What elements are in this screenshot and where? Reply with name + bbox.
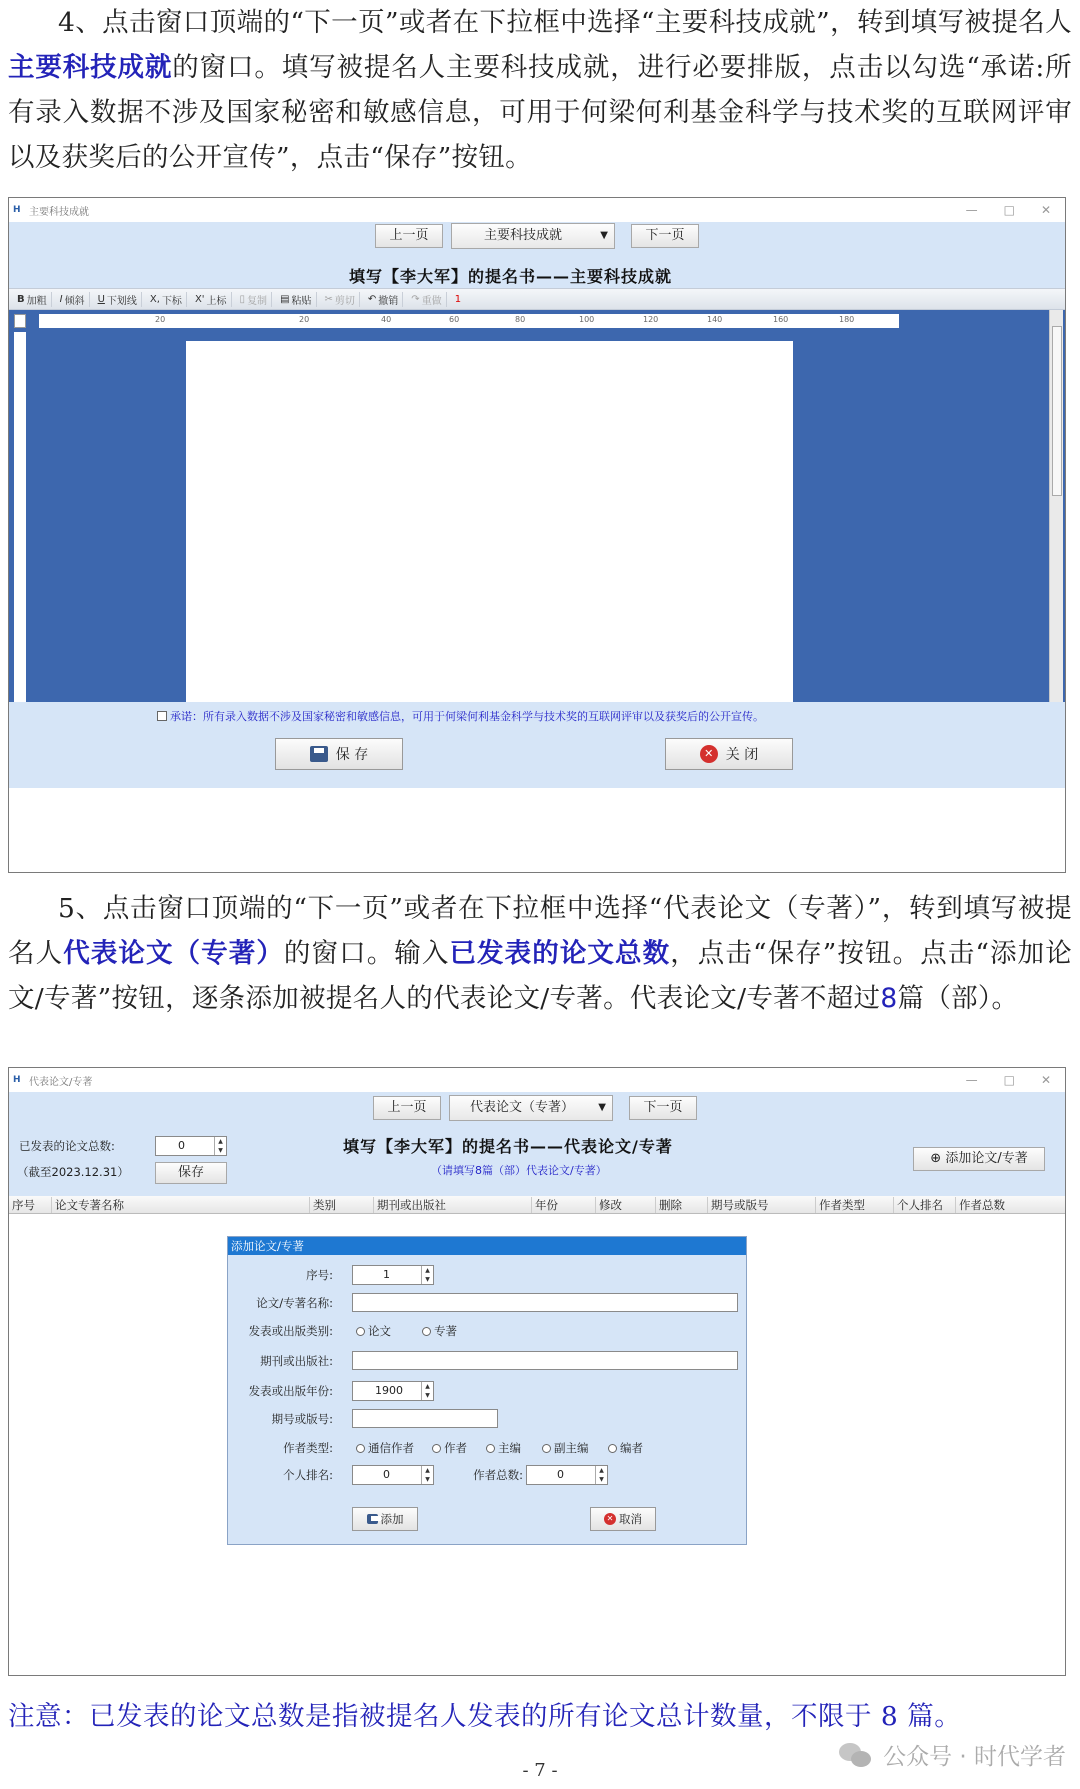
paragraph-step-4 — [8, 0, 1072, 180]
radio-label: 编者 — [620, 1441, 643, 1455]
cut-label: 剪切 — [334, 295, 355, 307]
rank-value: 0 — [383, 1468, 390, 1481]
add-paper-button[interactable] — [913, 1147, 1045, 1171]
subscript-button[interactable] — [150, 292, 187, 307]
radio-icon[interactable] — [542, 1444, 551, 1453]
para1-highlight: 主要科技成就 — [8, 52, 173, 83]
superscript-button[interactable] — [195, 292, 232, 307]
promise-text: 承诺：所有录入数据不涉及国家秘密和敏感信息，可用于何梁何利基金科学与技术奖的互联网评审以及获奖后的公开宣传。 — [170, 710, 764, 723]
col-author-count[interactable]: 作者总数 — [955, 1197, 1005, 1213]
cut-button[interactable] — [325, 292, 360, 307]
para1-text-2: 的窗口。填写被提名人主要科技成就，进行必要排版，点击以勾选“承诺:所有录入数据不涉及国家秘密和敏感信息，可用于何梁何利基金科学与技术奖的互联网评审以及获奖后的公开宣传”，点击“保存”按钮。 — [8, 52, 1072, 173]
spinner-arrows-icon[interactable]: ▲ ▼ — [421, 1266, 433, 1284]
add-paper-label: 添加论文/专著 — [945, 1151, 1028, 1166]
author-type-compiler[interactable] — [608, 1440, 643, 1456]
horizontal-ruler — [39, 314, 899, 328]
papers-table-header — [9, 1196, 1065, 1214]
close-icon[interactable]: ✕ — [1040, 203, 1051, 217]
type-label: 发表或出版类别: — [248, 1324, 333, 1338]
minimize-icon[interactable]: — — [965, 203, 978, 217]
journal-input[interactable] — [352, 1351, 738, 1370]
redo-icon: ↷ — [411, 293, 420, 305]
save-total-button[interactable]: 保存 — [155, 1162, 227, 1184]
radio-label: 作者 — [444, 1441, 467, 1455]
para2-number: 8 — [880, 983, 898, 1014]
dialog-cancel-button[interactable] — [590, 1507, 656, 1531]
col-author-type[interactable]: 作者类型 — [815, 1197, 865, 1213]
window-heading: 填写【李大军】的提名书——代表论文/专著 — [343, 1137, 673, 1156]
ruler-corner — [14, 314, 26, 328]
radio-icon[interactable] — [486, 1444, 495, 1453]
dialog-title: 添加论文/专著 — [228, 1237, 746, 1255]
save-button[interactable] — [275, 738, 403, 770]
window-representative-papers — [8, 1067, 1066, 1676]
redo-label: 重做 — [421, 295, 442, 307]
next-page-button[interactable]: 下一页 — [631, 224, 699, 248]
chevron-down-icon: ▼ — [600, 230, 608, 241]
author-type-deputy-editor[interactable] — [542, 1440, 589, 1456]
spinner-arrows-icon[interactable]: ▲ ▼ — [214, 1137, 226, 1155]
col-year[interactable]: 年份 — [531, 1197, 558, 1213]
next-page-button[interactable]: 下一页 — [629, 1096, 697, 1120]
para2-highlight-1: 代表论文（专著） — [63, 938, 284, 969]
heading-bar — [9, 264, 1065, 288]
promise-checkbox[interactable] — [157, 708, 764, 724]
undo-icon: ↶ — [367, 293, 377, 305]
cancel-icon: ✕ — [604, 1513, 616, 1525]
maximize-icon[interactable]: □ — [1003, 1073, 1015, 1087]
subscript-label: 下标 — [161, 295, 182, 307]
ruler-mark: 140 — [707, 315, 723, 324]
issue-input[interactable] — [352, 1409, 498, 1428]
ruler-mark: 20 — [155, 315, 166, 324]
para2-text-2: 的窗口。输入 — [283, 938, 450, 969]
editor-scrollbar[interactable] — [1049, 310, 1063, 702]
col-issue[interactable]: 期号或版号 — [707, 1197, 769, 1213]
vertical-ruler — [14, 332, 26, 702]
col-type[interactable]: 类别 — [309, 1197, 336, 1213]
window-title: 代表论文/专著 — [29, 1076, 93, 1088]
watermark-text: 公众号 · 时代学者 — [883, 1744, 1066, 1770]
para2-text-4: 篇（部）。 — [897, 983, 1019, 1014]
copy-button[interactable] — [240, 292, 273, 307]
editor-page[interactable] — [186, 341, 793, 702]
radio-label: 主编 — [498, 1441, 521, 1455]
year-value: 1900 — [375, 1384, 403, 1397]
radio-label: 专著 — [434, 1324, 457, 1338]
rank-label: 个人排名: — [283, 1468, 333, 1482]
spinner-arrows-icon[interactable]: ▲ ▼ — [421, 1382, 433, 1400]
rich-text-editor — [9, 310, 1065, 702]
ruler-mark: 80 — [515, 315, 526, 324]
total-papers-label: 已发表的论文总数: — [19, 1139, 115, 1153]
dialog-cancel-label: 取消 — [619, 1512, 642, 1526]
title-input[interactable] — [352, 1293, 738, 1312]
checkbox-icon[interactable] — [157, 711, 167, 721]
underline-button[interactable] — [98, 292, 142, 307]
author-type-corresponding[interactable] — [356, 1440, 414, 1456]
chevron-down-icon: ▼ — [598, 1102, 606, 1113]
copy-icon: ▯ — [239, 293, 246, 305]
section-select[interactable] — [449, 1095, 613, 1121]
para2-text-3: ，点击“保存”按钮。点击“添加论文/专著”按钮，逐条添加被提名人的代表论文/专著。代表论文/专著不超过 — [8, 938, 1072, 1014]
radio-icon[interactable] — [432, 1444, 441, 1453]
scrollbar-thumb[interactable] — [1052, 326, 1062, 496]
nav-bar — [9, 222, 1065, 264]
page-number: - 7 - — [522, 1760, 558, 1781]
author-count-value: 0 — [557, 1468, 564, 1481]
save-icon — [310, 746, 328, 762]
ruler-mark: 120 — [643, 315, 659, 324]
add-paper-dialog — [227, 1236, 747, 1545]
window-heading: 填写【李大军】的提名书——主要科技成就 — [349, 267, 673, 286]
paste-button[interactable] — [280, 292, 316, 307]
maximize-icon[interactable]: □ — [1003, 203, 1015, 217]
year-label: 发表或出版年份: — [248, 1384, 333, 1398]
close-label: 关 闭 — [725, 747, 759, 763]
spinner-arrows-icon[interactable]: ▲ ▼ — [595, 1466, 607, 1484]
subscript-icon: X, — [149, 293, 160, 305]
char-count-value: 1 — [454, 293, 462, 305]
nav-bar — [9, 1092, 1065, 1126]
ruler-mark: 160 — [773, 315, 789, 324]
add-circle-icon: ⊕ — [930, 1151, 942, 1166]
para2-text-1: 5、点击窗口顶端的“下一页”或者在下拉框中选择“代表论文（专著）”，转到填写被提名人 — [8, 893, 1072, 969]
papers-table-body — [9, 1214, 1065, 1676]
italic-label: 倾斜 — [64, 295, 85, 307]
window-main-achievements — [8, 197, 1066, 873]
ruler-mark: 60 — [449, 315, 460, 324]
window-titlebar — [9, 198, 1065, 222]
radio-label: 通信作者 — [368, 1441, 414, 1455]
title-label: 论文/专著名称: — [256, 1296, 333, 1310]
superscript-label: 上标 — [206, 295, 227, 307]
radio-icon[interactable] — [356, 1327, 365, 1336]
col-rank[interactable]: 个人排名 — [893, 1197, 943, 1213]
col-title[interactable]: 论文专著名称 — [51, 1197, 124, 1213]
close-circle-icon: ✕ — [700, 745, 718, 763]
note-text: 注意：已发表的论文总数是指被提名人发表的所有论文总计数量，不限于 8 篇。 — [8, 1701, 962, 1732]
prev-page-button[interactable]: 上一页 — [373, 1096, 441, 1120]
close-icon[interactable]: ✕ — [1040, 1073, 1051, 1087]
close-button[interactable] — [665, 738, 793, 770]
undo-label: 撤销 — [378, 295, 399, 307]
radio-icon[interactable] — [608, 1444, 617, 1453]
issue-label: 期号或版号: — [271, 1412, 333, 1426]
seq-label: 序号: — [306, 1268, 333, 1282]
col-delete[interactable]: 删除 — [655, 1197, 682, 1213]
ruler-mark: 180 — [839, 315, 855, 324]
bold-label: 加粗 — [26, 295, 47, 307]
as-of-date: （截至2023.12.31） — [17, 1165, 129, 1179]
dialog-add-button[interactable] — [352, 1507, 418, 1531]
author-count-label: 作者总数: — [473, 1468, 523, 1482]
total-papers-value: 0 — [178, 1139, 185, 1152]
radio-icon[interactable] — [422, 1327, 431, 1336]
para1-text-1: 4、点击窗口顶端的“下一页”或者在下拉框中选择“主要科技成就”，转到填写被提名人 — [58, 7, 1072, 38]
paste-icon: ▤ — [280, 293, 290, 305]
app-logo: H — [13, 205, 21, 215]
dialog-add-label: 添加 — [380, 1512, 404, 1526]
radio-label: 副主编 — [554, 1441, 589, 1455]
type-radio-monograph[interactable] — [422, 1323, 457, 1339]
radio-icon[interactable] — [356, 1444, 365, 1453]
editor-toolbar — [9, 288, 1065, 310]
col-edit[interactable]: 修改 — [595, 1197, 622, 1213]
redo-button[interactable] — [411, 292, 446, 307]
underline-icon: U — [97, 293, 105, 305]
app-logo: H — [13, 1075, 21, 1085]
bold-button[interactable] — [17, 292, 52, 307]
italic-button[interactable] — [60, 292, 90, 307]
prev-page-button[interactable]: 上一页 — [375, 224, 443, 248]
bold-icon: B — [17, 293, 25, 305]
ruler-mark: 20 — [299, 315, 310, 324]
undo-button[interactable] — [368, 292, 403, 307]
author-type-editor-in-chief[interactable] — [486, 1440, 521, 1456]
window-titlebar — [9, 1068, 1065, 1092]
section-select-value: 主要科技成就 — [484, 228, 563, 243]
journal-label: 期刊或出版社: — [260, 1354, 333, 1368]
window-footer — [9, 702, 1065, 788]
para2-highlight-2: 已发表的论文总数 — [449, 938, 671, 969]
ruler-mark: 40 — [381, 315, 392, 324]
total-papers-input[interactable] — [155, 1136, 227, 1156]
rank-input[interactable] — [352, 1465, 434, 1485]
paragraph-step-5 — [8, 886, 1072, 1021]
info-bar — [9, 1126, 1065, 1196]
type-radio-paper[interactable] — [356, 1323, 391, 1339]
section-select-value: 代表论文（专著） — [470, 1100, 575, 1115]
copy-label: 复制 — [247, 295, 268, 307]
italic-icon: I — [59, 293, 63, 305]
author-type-label: 作者类型: — [283, 1441, 333, 1455]
window-subheading: （请填写8篇（部）代表论文/专著） — [431, 1164, 607, 1177]
spinner-arrows-icon[interactable]: ▲ ▼ — [421, 1466, 433, 1484]
author-type-author[interactable] — [432, 1440, 467, 1456]
author-count-input[interactable] — [526, 1465, 608, 1485]
save-icon — [367, 1514, 378, 1524]
underline-label: 下划线 — [106, 295, 137, 307]
seq-value: 1 — [383, 1268, 390, 1281]
col-journal[interactable]: 期刊或出版社 — [373, 1197, 446, 1213]
minimize-icon[interactable]: — — [965, 1073, 978, 1087]
ruler-mark: 100 — [579, 315, 595, 324]
radio-label: 论文 — [368, 1324, 391, 1338]
cut-icon: ✂ — [324, 293, 333, 305]
col-seq[interactable]: 序号 — [12, 1198, 35, 1212]
section-select[interactable] — [451, 223, 615, 249]
superscript-icon: X' — [194, 293, 205, 305]
save-label: 保 存 — [335, 747, 369, 763]
seq-input[interactable] — [352, 1265, 434, 1285]
year-input[interactable] — [352, 1381, 434, 1401]
window-title: 主要科技成就 — [29, 206, 89, 218]
paste-label: 粘贴 — [291, 295, 312, 307]
